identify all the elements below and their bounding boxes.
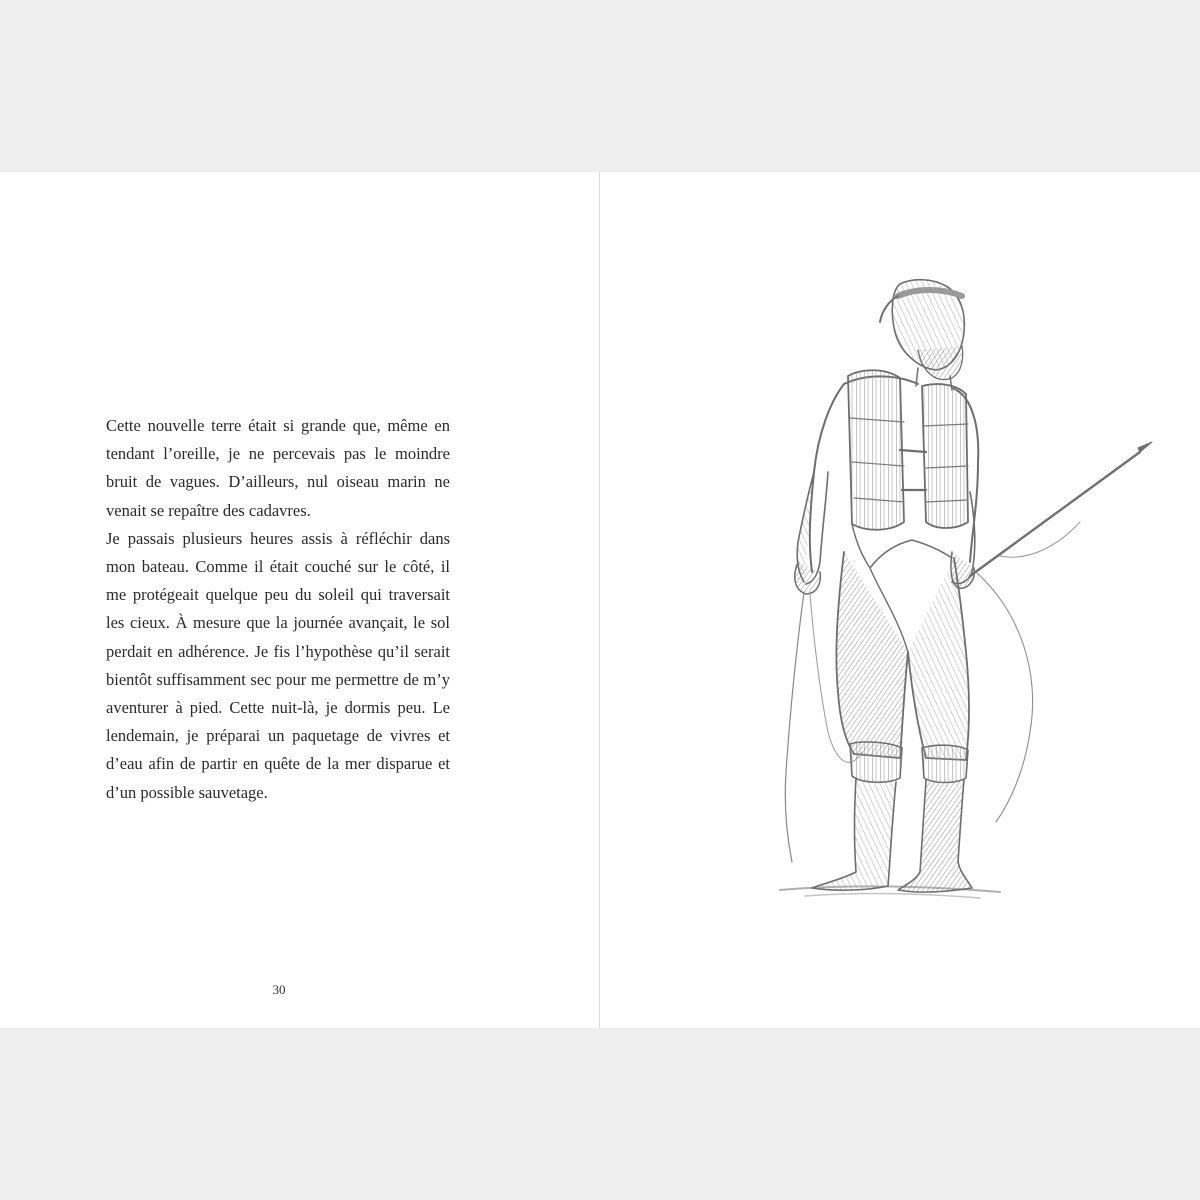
right-page — [600, 172, 1200, 1028]
left-page — [0, 172, 599, 1028]
paragraph-1: Cette nouvelle terre était si grande que, même en tendant l’oreille, je ne percevais pas le moindre bruit de vagues. D’ailleurs, nul oiseau marin ne venait se repaître des cadavres. — [106, 416, 450, 520]
paragraph-2: Je passais plusieurs heures assis à réfléchir dans mon bateau. Comme il était couché sur le côté, il me protégeait quelque peu du soleil qui traversait les cieux. À mesure que la journée avançait, le sol perdait en adhérence. Je fis l’hypothèse qu’il serait bientôt suffisamment sec pour me permettre de m’y aventurer à pied. Cette nuit-là, je dormis peu. Le lendemain, je préparai un paquetage de vivres et d’eau afin de partir en quête de la mer disparue et d’un possible sauvetage. — [106, 528, 450, 802]
body-text — [106, 412, 450, 807]
book-spread — [0, 172, 1200, 1028]
page-number: 30 — [272, 982, 286, 997]
sailor-illustration — [600, 172, 1200, 1028]
